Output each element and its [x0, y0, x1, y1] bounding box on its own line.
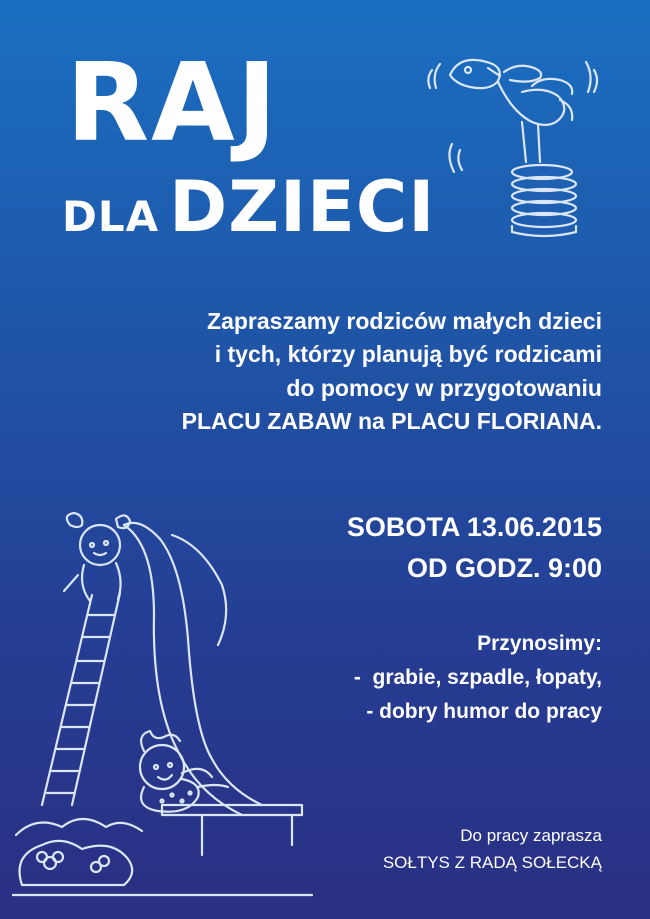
signature [383, 822, 602, 876]
invitation-text [182, 305, 602, 438]
event-date-day: SOBOTA 13.06.2015 [346, 512, 602, 542]
bring-list [354, 627, 602, 729]
slide-with-children-illustration [12, 505, 332, 905]
event-date-time: OD GODZ. 9:00 [406, 552, 602, 583]
bring-item: - grabie, szpadle, łopaty, [353, 666, 602, 690]
spring-rider-illustration [410, 40, 610, 240]
title-dla: DLA [62, 192, 160, 241]
invite-line: i tych, którzy planują być rodzicami [214, 341, 602, 368]
title-dzieci: DZIECI [169, 166, 436, 248]
bring-item: - dobry humor do pracy [366, 700, 602, 724]
bring-heading: Przynosimy: [477, 632, 602, 655]
invite-line: PLACU ZABAW na PLACU FLORIANA. [181, 408, 602, 435]
poster-title-dla-dzieci [62, 166, 436, 248]
signature-line: Do pracy zaprasza [460, 826, 602, 845]
event-date [347, 507, 602, 588]
signature-line: SOŁTYS Z RADĄ SOŁECKĄ [382, 853, 602, 873]
poster-title-raj: RAJ [66, 41, 279, 166]
invite-line: do pomocy w przygotowaniu [286, 374, 602, 401]
invite-line: Zapraszamy rodziców małych dzieci [207, 308, 602, 334]
